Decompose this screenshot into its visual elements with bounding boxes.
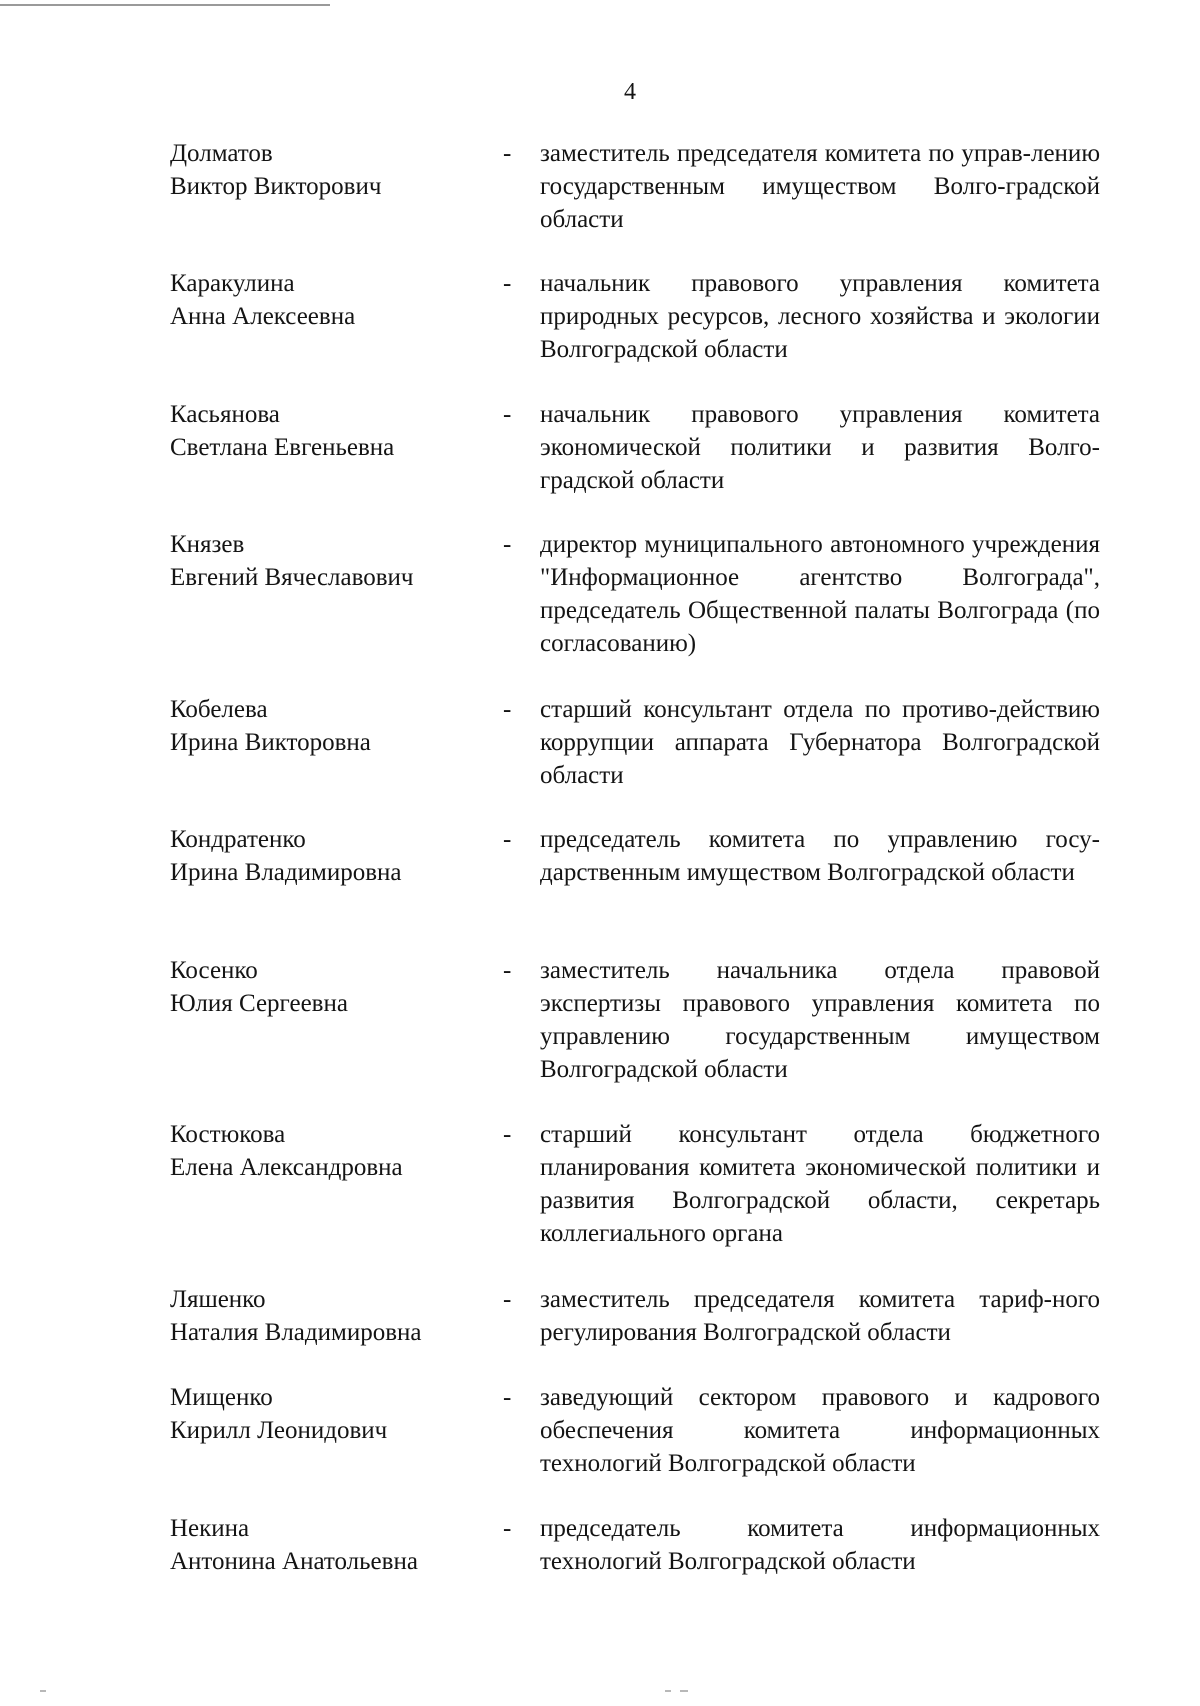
member-surname: Ляшенко [170, 1286, 266, 1313]
member-given-names: Наталия Владимировна [170, 1319, 422, 1346]
member-given-names: Евгений Вячеславович [170, 564, 414, 591]
member-position: председатель комитета информационных технологий Волгоградской области [540, 1515, 1100, 1575]
separator-dash: - [503, 957, 512, 984]
separator-dash: - [503, 1384, 512, 1411]
member-given-names: Ирина Викторовна [170, 729, 371, 756]
member-given-names: Антонина Анатольевна [170, 1548, 418, 1575]
separator-dash: - [503, 270, 512, 297]
member-given-names: Кирилл Леонидович [170, 1417, 388, 1444]
member-position: заведующий сектором правового и кадрового обеспечения комитета информационных технологий Волгоградской области [540, 1384, 1100, 1477]
member-name [170, 823, 500, 889]
member-position: старший консультант отдела бюджетного планирования комитета экономической политики и развития Волгоградской области, секретарь коллегиального органа [540, 1121, 1100, 1247]
member-given-names: Виктор Викторович [170, 173, 382, 200]
page-number: 4 [624, 79, 636, 105]
separator-dash: - [503, 826, 512, 853]
separator-dash: - [503, 1121, 512, 1148]
separator-dash: - [503, 1286, 512, 1313]
scan-artifact [665, 1690, 671, 1692]
member-position: начальник правового управления комитета природных ресурсов, лесного хозяйства и экологии Волгоградской области [540, 270, 1100, 363]
member-surname: Касьянова [170, 401, 280, 428]
member-name [170, 1118, 500, 1184]
member-name [170, 137, 500, 203]
scan-artifact [40, 1690, 46, 1692]
member-name [170, 693, 500, 759]
member-name [170, 267, 500, 333]
member-name [170, 398, 500, 464]
member-given-names: Юлия Сергеевна [170, 990, 348, 1017]
separator-dash: - [503, 696, 512, 723]
member-surname: Косенко [170, 957, 258, 984]
member-name [170, 1381, 500, 1447]
member-surname: Кобелева [170, 696, 268, 723]
member-surname: Костюкова [170, 1121, 286, 1148]
member-name [170, 1512, 500, 1578]
member-name [170, 1283, 500, 1349]
member-given-names: Анна Алексеевна [170, 303, 356, 330]
member-position: старший консультант отдела по противо-действию коррупции аппарата Губернатора Волгоградской области [540, 696, 1100, 789]
member-surname: Мищенко [170, 1384, 273, 1411]
member-surname: Каракулина [170, 270, 295, 297]
member-name [170, 528, 500, 594]
member-name [170, 954, 500, 1020]
member-position: председатель комитета по управлению госу-дарственным имуществом Волгоградской области [540, 826, 1100, 886]
member-given-names: Светлана Евгеньевна [170, 434, 395, 461]
member-surname: Кондратенко [170, 826, 306, 853]
separator-dash: - [503, 401, 512, 428]
member-given-names: Елена Александровна [170, 1154, 403, 1181]
member-position: директор муниципального автономного учреждения "Информационное агентство Волгограда", председатель Общественной палаты Волгограда (по согласованию) [540, 531, 1100, 657]
scan-artifact [680, 1690, 688, 1692]
separator-dash: - [503, 1515, 512, 1542]
member-surname: Долматов [170, 140, 273, 167]
member-surname: Князев [170, 531, 245, 558]
member-position: заместитель председателя комитета тариф-ного регулирования Волгоградской области [540, 1286, 1100, 1346]
member-position: заместитель начальника отдела правовой экспертизы правового управления комитета по управлению государственным имуществом Волгоградской области [540, 957, 1100, 1083]
member-surname: Некина [170, 1515, 250, 1542]
member-position: начальник правового управления комитета экономической политики и развития Волго-градской области [540, 401, 1100, 494]
separator-dash: - [503, 531, 512, 558]
separator-dash: - [503, 140, 512, 167]
member-given-names: Ирина Владимировна [170, 859, 402, 886]
member-position: заместитель председателя комитета по управ-лению государственным имуществом Волго-градской области [540, 140, 1100, 233]
